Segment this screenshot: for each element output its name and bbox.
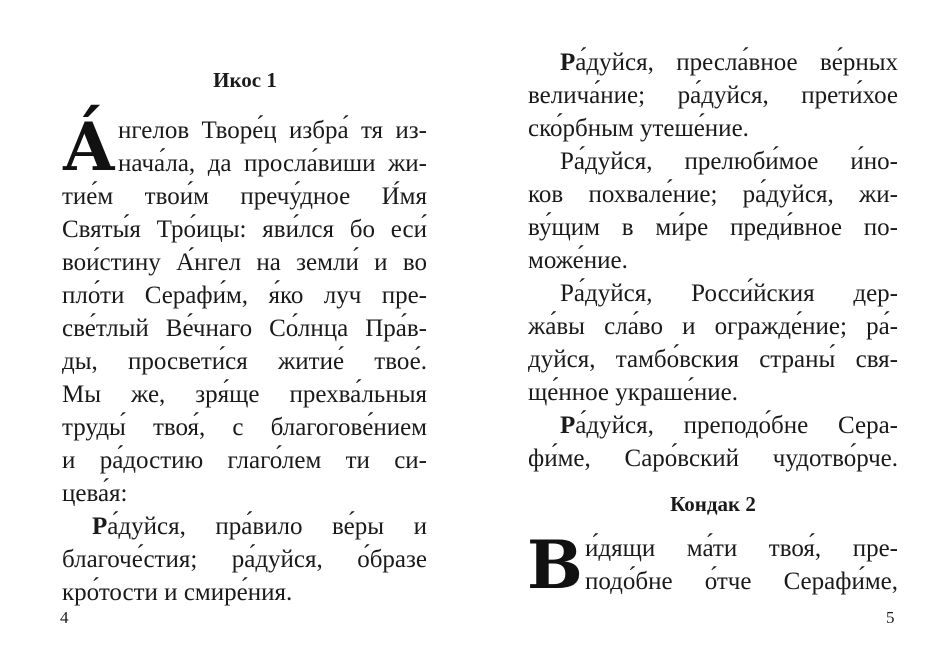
- text-line: благоче́стия; ра́дуйся, о́бразе: [62, 546, 427, 573]
- radujsya-line: Ра́дуйся, преподо́бне Сера-: [560, 412, 898, 439]
- text-line: кро́тости и смире́ния.: [62, 579, 293, 606]
- radujsya-line: Ра́дуйся, пра́вило ве́ры и: [92, 513, 427, 540]
- text-line: и́дящи ма́ти твоя́, пре-: [585, 535, 898, 562]
- text-line: труды́ твоя́, с благогове́нием: [62, 414, 427, 441]
- text-line: Ра́дуйся, прелюби́мое и́но-: [560, 148, 898, 175]
- page-number-left: 4: [60, 608, 69, 627]
- initial-r: Р: [92, 513, 108, 540]
- text-line: Мы же, зря́ще прехва́льныя: [62, 381, 427, 408]
- text-line: Ра́дуйся, Росси́йския дер-: [560, 280, 898, 307]
- text-line: тие́м твои́м пречу́дное И́мя: [62, 183, 427, 210]
- kondak-heading: Кондак 2: [670, 492, 756, 516]
- initial-r: Р: [560, 412, 576, 439]
- ikos-heading: Икос 1: [213, 68, 277, 92]
- page-number-right: 5: [886, 608, 895, 627]
- text-line: нача́ла, да просла́виши жи-: [118, 150, 427, 177]
- text-line: све́тлый Ве́чнаго Со́лнца Пра́в-: [62, 315, 427, 342]
- text-line: подо́бне о́тче Серафи́ме,: [585, 568, 898, 595]
- text-line: и ра́достию глаго́лем ти си-: [62, 447, 427, 474]
- text-line: нгелов Творе́ц избра́ тя из-: [118, 117, 427, 144]
- drop-cap-a: А́: [62, 108, 116, 186]
- text-line: пло́ти Серафи́м, я́ко луч пре-: [62, 282, 427, 309]
- text-line: велича́ние; ра́дуйся, прети́хое: [528, 82, 898, 109]
- radujsya-line: Ра́дуйся, пресла́вное ве́рных: [560, 49, 898, 76]
- text-line: може́ние.: [528, 247, 628, 274]
- text-line: вои́стину А́нгел на земли́ и во: [62, 249, 427, 276]
- text-line: ков похвале́ние; ра́дуйся, жи-: [528, 181, 898, 208]
- text-line: жа́вы сла́во и огражде́ние; ра́-: [528, 313, 898, 340]
- text-line: ву́щим в ми́ре преди́вное по-: [528, 214, 898, 241]
- text-line: ще́нное украше́ние.: [528, 379, 738, 406]
- text-line: ды, просвети́ся житие́ твое́.: [62, 348, 427, 375]
- text-line: цева́я:: [62, 480, 128, 507]
- text-line: Святы́я Тро́ицы: яви́лся бо еси́: [62, 216, 427, 243]
- drop-cap-v: В: [527, 526, 583, 604]
- text-line: фи́ме, Саро́вский чудотво́рче.: [528, 445, 898, 472]
- text-line: ско́рбным утеше́ние.: [528, 115, 749, 142]
- initial-r: Р: [560, 49, 576, 76]
- text-line: дуйся, тамбо́вския страны́ свя-: [528, 346, 898, 373]
